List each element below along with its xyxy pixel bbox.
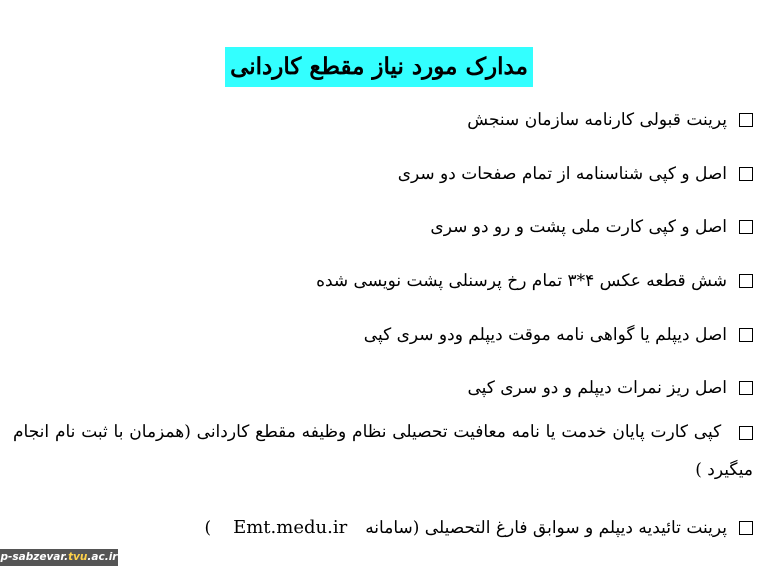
checkbox-icon[interactable] [739,328,753,342]
list-item [316,270,753,292]
page-title: مدارک مورد نیاز مقطع کاردانی [225,47,533,87]
checkbox-icon[interactable] [739,274,753,288]
list-item-label: اصل و کپی شناسنامه از تمام صفحات دو سری [397,164,727,184]
checkbox-icon[interactable] [739,167,753,181]
list-item-label: اصل دیپلم یا گواهی نامه موقت دیپلم ودو سری کپی [363,325,727,345]
list-item-label: پرینت قبولی کارنامه سازمان سنجش [467,110,727,130]
list-item [467,109,753,131]
website-text: Emt.medu.ir [233,517,348,538]
site-watermark: p-sabzevar.tvu.ac.ir [0,549,118,566]
checkbox-icon[interactable] [739,381,753,395]
checkbox-icon[interactable] [739,521,753,535]
list-item-label: شش قطعه عکس ۴*۳ تمام رخ پرسنلی پشت نویسی شده [316,271,727,291]
list-item-label: اصل ریز نمرات دیپلم و دو سری کپی [467,378,727,398]
list-item [467,377,753,399]
list-item [204,517,753,539]
list-item [13,413,753,489]
list-item-label: پرینت تائیدیه دیپلم و سوابق فارغ التحصیلی (سامانه [365,518,727,538]
list-item-label: کپی کارت پایان خدمت یا نامه معافیت تحصیلی نظام وظیفه مقطع کاردانی (همزمان با ثبت نام انجام میگیرد ) [13,422,753,480]
list-item-label: اصل و کپی کارت ملی پشت و رو دو سری [430,217,727,237]
list-item [364,324,753,346]
checkbox-icon[interactable] [739,113,753,127]
checkbox-icon[interactable] [739,220,753,234]
list-item [430,216,753,238]
list-item [398,163,753,185]
closing-paren: ) [204,518,212,538]
checkbox-icon[interactable] [739,426,753,440]
